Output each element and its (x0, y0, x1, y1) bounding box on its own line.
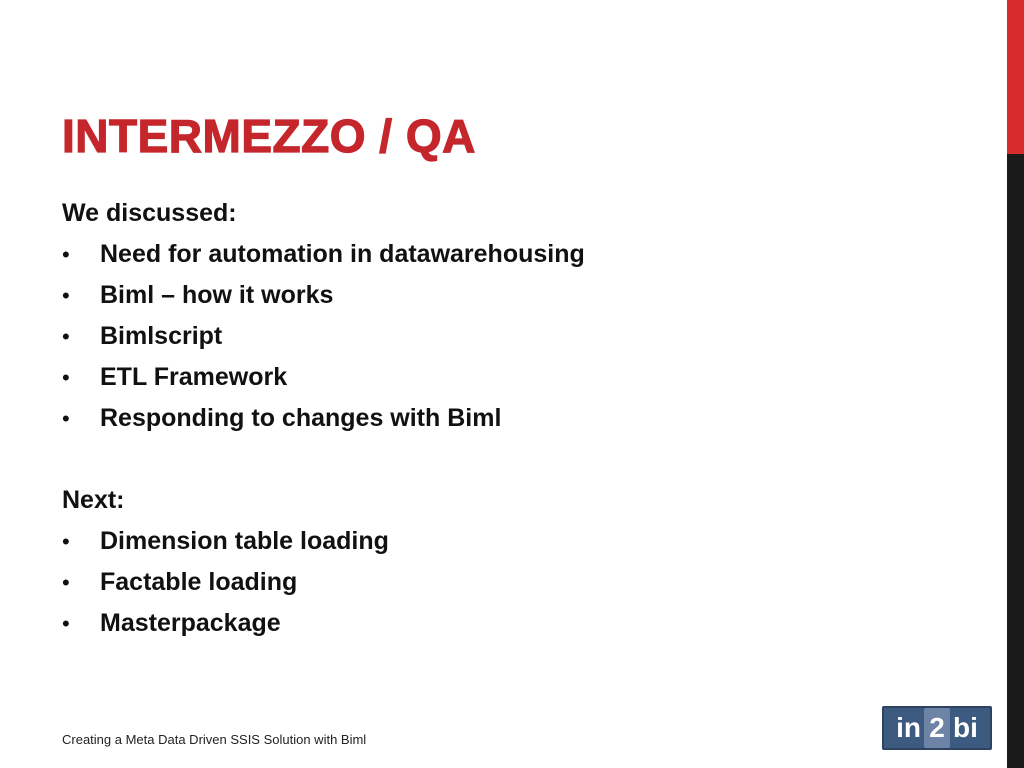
list-item-text: ETL Framework (100, 363, 288, 391)
slide-title: INTERMEZZO / QA (62, 110, 476, 162)
next-list (62, 521, 962, 644)
list-item (62, 398, 962, 439)
bullet-icon: • (62, 242, 70, 267)
list-item (62, 357, 962, 398)
in2bi-logo (882, 706, 992, 750)
list-item-text: Masterpackage (100, 609, 281, 637)
list-item (62, 521, 962, 562)
bullet-icon: • (62, 406, 70, 431)
list-item (62, 603, 962, 644)
next-heading: Next: (62, 486, 125, 514)
list-item (62, 234, 962, 275)
bullet-icon: • (62, 365, 70, 390)
side-bar (1007, 0, 1024, 768)
list-item (62, 316, 962, 357)
side-bar-dark (1007, 154, 1024, 768)
list-item (62, 275, 962, 316)
list-item-text: Responding to changes with Biml (100, 404, 502, 432)
list-item-text: Dimension table loading (100, 527, 389, 555)
list-item-text: Bimlscript (100, 322, 223, 350)
section-spacer (62, 439, 962, 480)
bullet-icon: • (62, 611, 70, 636)
list-item (62, 562, 962, 603)
bullet-icon: • (62, 570, 70, 595)
discussed-list (62, 234, 962, 439)
side-bar-accent (1007, 0, 1024, 154)
logo-text-in: in (896, 712, 921, 743)
footer-text: Creating a Meta Data Driven SSIS Solution with Biml (62, 732, 367, 747)
bullet-icon: • (62, 283, 70, 308)
list-item-text: Need for automation in datawarehousing (100, 240, 585, 268)
logo-text-2: 2 (924, 708, 950, 748)
slide-content (62, 193, 962, 644)
discussed-heading: We discussed: (62, 199, 237, 227)
list-item-text: Factable loading (100, 568, 298, 596)
logo-text-bi: bi (953, 712, 978, 743)
list-item-text: Biml – how it works (100, 281, 334, 309)
bullet-icon: • (62, 324, 70, 349)
bullet-icon: • (62, 529, 70, 554)
